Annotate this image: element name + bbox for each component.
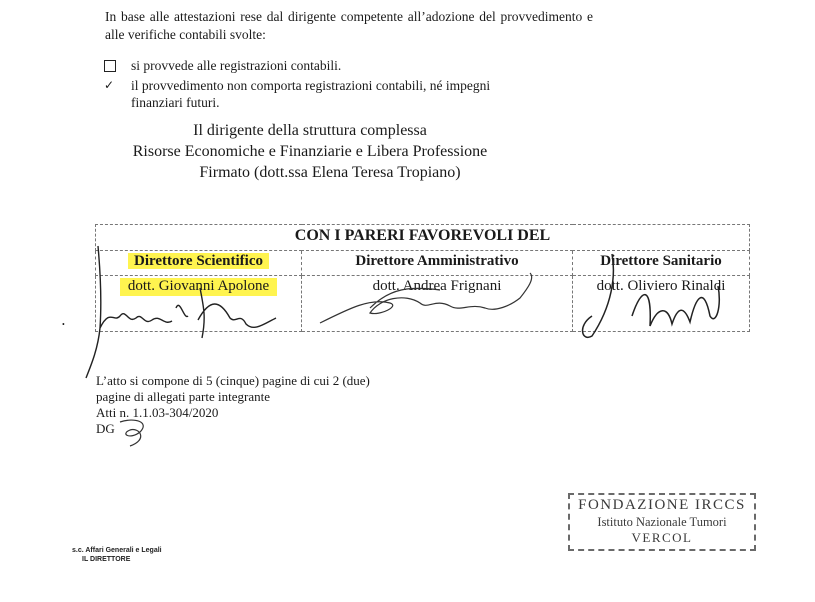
signer-line-department: Risorse Economiche e Finanziarie e Libera Professione	[132, 143, 488, 160]
signer-line-signed: Firmato (dott.ssa Elena Teresa Tropiano)	[199, 164, 461, 181]
institution-stamp	[568, 493, 756, 551]
attachments-line: pagine di allegati parte integrante	[96, 389, 270, 404]
act-number: Atti n. 1.1.03-304/2020	[96, 405, 219, 420]
role-administrative-director: Direttore Amministrativo	[302, 250, 573, 275]
stamp-line-place: VERCOL	[631, 530, 693, 545]
checklist-item-text: il provvedimento non comporta registrazioni contabili, né impegni finanziari futuri.	[131, 78, 491, 110]
name-administrative-director: dott. Andrea Frignani	[302, 275, 573, 331]
checklist-item-text: si provvede alle registrazioni contabili.	[131, 58, 342, 73]
checkmark-icon: ✓	[104, 78, 115, 92]
document-footer-note	[96, 373, 370, 437]
opinions-table	[95, 224, 750, 332]
opinions-title: CON I PARERI FAVOREVOLI DEL	[96, 225, 750, 251]
role-label: Direttore Scientifico	[128, 253, 269, 269]
role-scientific-director	[96, 250, 302, 275]
accounting-checklist	[104, 57, 541, 111]
name-health-director: dott. Oliviero Rinaldi	[573, 275, 750, 331]
legal-office-director: IL DIRETTORE	[82, 556, 131, 563]
signer-block	[60, 120, 560, 183]
intro-paragraph: In base alle attestazioni rese dal dirigente competente all’adozione del provvedimento e alle verifiche contabili svolte:	[105, 9, 593, 42]
checklist-item-no-registrations	[104, 77, 541, 111]
name-scientific-director	[96, 275, 302, 331]
signer-line-structure: Il dirigente della struttura complessa	[193, 122, 427, 139]
stamp-line-foundation: FONDAZIONE IRCCS	[578, 497, 746, 513]
margin-mark: •	[62, 320, 65, 329]
dg-initials-label: DG	[96, 421, 115, 436]
stamp-line-institute: Istituto Nazionale Tumori	[597, 515, 727, 529]
role-health-director: Direttore Sanitario	[573, 250, 750, 275]
name-label: dott. Giovanni Apolone	[120, 278, 277, 296]
legal-office-stamp	[72, 546, 162, 564]
legal-office-line: s.c. Affari Generali e Legali	[72, 547, 162, 554]
empty-checkbox-icon	[104, 57, 131, 77]
checklist-item-registrations	[104, 57, 541, 77]
pages-count-line: L’atto si compone di 5 (cinque) pagine di cui 2 (due)	[96, 373, 370, 388]
